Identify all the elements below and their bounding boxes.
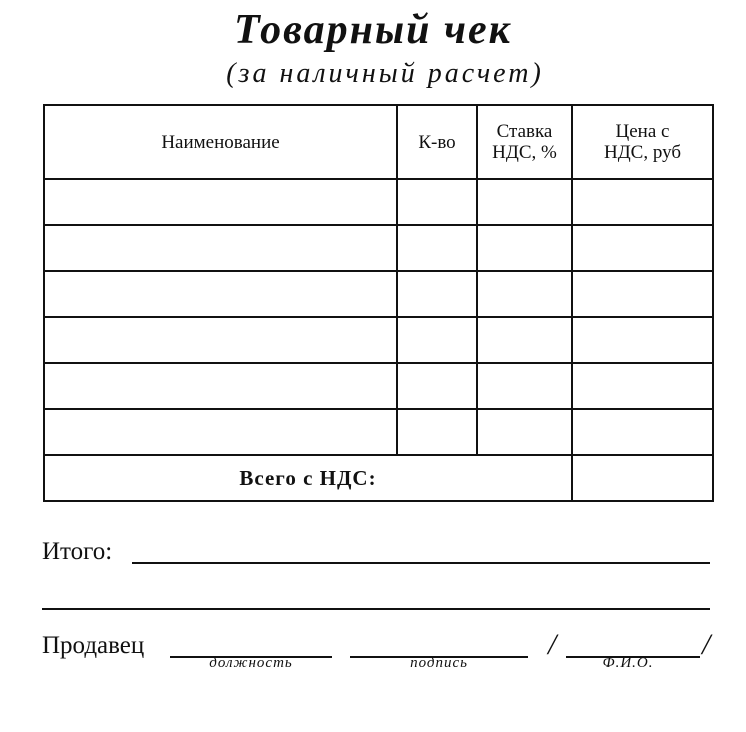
- slash-left: /: [548, 628, 557, 661]
- full-name-caption: Ф.И.О.: [602, 655, 654, 671]
- cell-vat-rate: [477, 225, 572, 271]
- table-header-row: [44, 105, 713, 179]
- column-header-vat-rate: Ставка НДС, %: [477, 105, 572, 179]
- table-row: [44, 317, 713, 363]
- table-row: [44, 271, 713, 317]
- table-row: [44, 363, 713, 409]
- column-header-name: Наименование: [44, 105, 397, 179]
- cell-name: [44, 409, 397, 455]
- cell-name: [44, 179, 397, 225]
- column-header-qty: К-во: [397, 105, 477, 179]
- cell-name: [44, 271, 397, 317]
- cell-price: [572, 225, 713, 271]
- total-label: Итого:: [42, 538, 113, 565]
- cell-qty: [397, 317, 477, 363]
- document-title: Товарный чек: [234, 7, 512, 53]
- cell-qty: [397, 179, 477, 225]
- table-row: [44, 409, 713, 455]
- slash-right: /: [702, 628, 711, 661]
- position-caption: должность: [209, 655, 293, 671]
- column-header-price: Цена с НДС, руб: [572, 105, 713, 179]
- total-amount-line: [132, 562, 710, 564]
- table-row: [44, 225, 713, 271]
- cell-vat-rate: [477, 271, 572, 317]
- document-subtitle: (за наличный расчет): [226, 58, 544, 89]
- total-with-vat-value: [572, 455, 713, 501]
- cell-vat-rate: [477, 179, 572, 225]
- cell-price: [572, 363, 713, 409]
- table-row: [44, 179, 713, 225]
- cell-vat-rate: [477, 409, 572, 455]
- total-amount-line-2: [42, 608, 710, 610]
- cell-price: [572, 317, 713, 363]
- table-body: [44, 179, 713, 501]
- cell-vat-rate: [477, 363, 572, 409]
- cell-price: [572, 179, 713, 225]
- cell-price: [572, 409, 713, 455]
- cell-qty: [397, 409, 477, 455]
- total-with-vat-label: Всего с НДС:: [44, 455, 572, 501]
- signature-caption: подпись: [410, 655, 468, 671]
- cell-qty: [397, 271, 477, 317]
- cell-qty: [397, 363, 477, 409]
- receipt-table: [43, 104, 714, 502]
- cell-name: [44, 317, 397, 363]
- cell-price: [572, 271, 713, 317]
- cell-vat-rate: [477, 317, 572, 363]
- cell-qty: [397, 225, 477, 271]
- cell-name: [44, 225, 397, 271]
- cell-name: [44, 363, 397, 409]
- seller-label: Продавец: [42, 632, 145, 659]
- total-row: [44, 455, 713, 501]
